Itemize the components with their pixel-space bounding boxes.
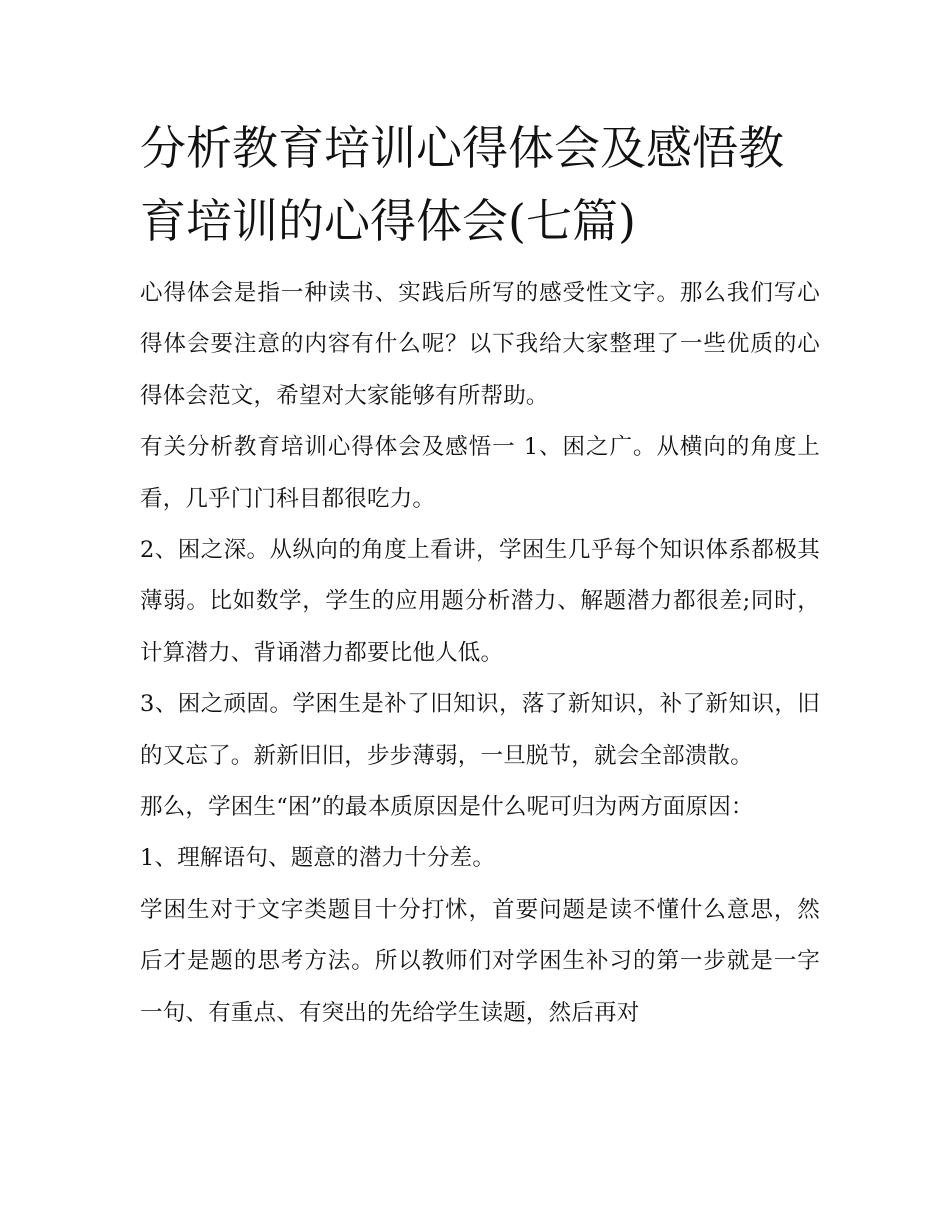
paragraph: 有关分析教育培训心得体会及感悟一 1、困之广。从横向的角度上看，几乎门门科目都很吃力。 bbox=[140, 434, 820, 512]
document-page bbox=[140, 112, 820, 1039]
paragraph: 3、困之顽固。学困生是补了旧知识，落了新知识，补了新知识，旧的又忘了。新新旧旧，步步薄弱，一旦脱节，就会全部溃散。 bbox=[140, 691, 820, 769]
paragraph: 2、困之深。从纵向的角度上看讲，学困生几乎每个知识体系都极其薄弱。比如数学，学生的应用题分析潜力、解题潜力都很差;同时，计算潜力、背诵潜力都要比他人低。 bbox=[140, 537, 820, 666]
paragraph: 那么，学困生“困”的最本质原因是什么呢可归为两方面原因： bbox=[140, 794, 754, 821]
paragraph: 心得体会是指一种读书、实践后所写的感受性文字。那么我们写心得体会要注意的内容有什么呢？以下我给大家整理了一些优质的心得体会范文，希望对大家能够有所帮助。 bbox=[140, 280, 820, 409]
document-title: 分析教育培训心得体会及感悟教育培训的心得体会(七篇) bbox=[140, 121, 784, 248]
paragraph: 1、理解语句、题意的潜力十分差。 bbox=[140, 845, 496, 872]
paragraph: 学困生对于文字类题目十分打怵，首要问题是读不懂什么意思，然后才是题的思考方法。所以教师们对学困生补习的第一步就是一字一句、有重点、有突出的先给学生读题，然后再对 bbox=[140, 896, 820, 1026]
